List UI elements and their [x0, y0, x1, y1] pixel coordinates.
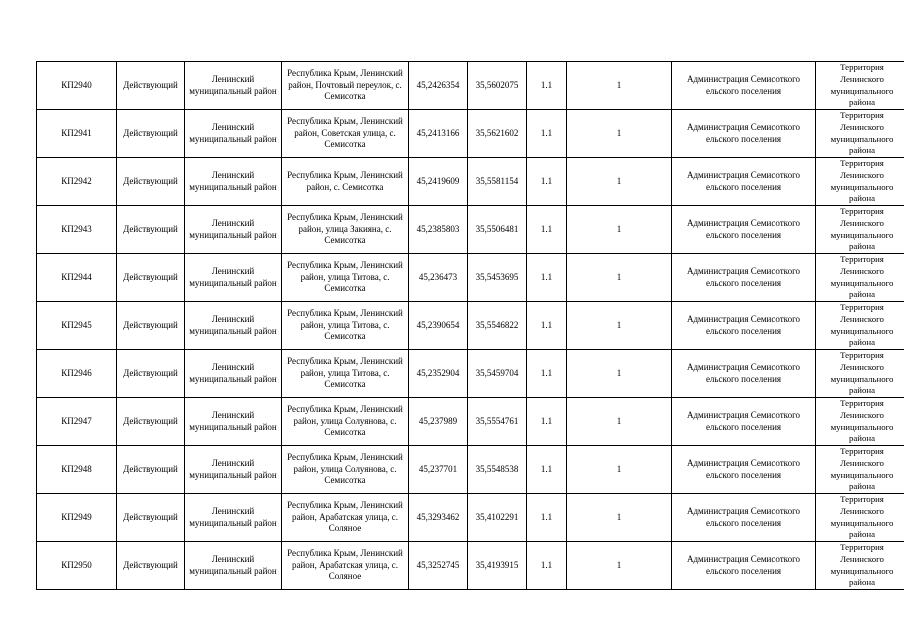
cell-owner: Администрация Семисоткого ельского поселения: [672, 62, 816, 110]
cell-district: Ленинский муниципальный район: [185, 494, 282, 542]
cell-count: 1: [567, 62, 672, 110]
cell-id: КП2945: [37, 302, 117, 350]
cell-code: 1.1: [527, 158, 567, 206]
cell-address: Республика Крым, Ленинский район, улица Солуянова, с. Семисотка: [282, 398, 409, 446]
cell-owner: Администрация Семисоткого ельского поселения: [672, 206, 816, 254]
cell-latitude: 45,2413166: [409, 110, 468, 158]
cell-status: Действующий: [117, 110, 185, 158]
cell-status: Действующий: [117, 446, 185, 494]
cell-count: 1: [567, 446, 672, 494]
cell-code: 1.1: [527, 62, 567, 110]
cell-territory: Территория Ленинского муниципального района: [816, 302, 904, 350]
cell-owner: Администрация Семисоткого ельского поселения: [672, 110, 816, 158]
cell-district: Ленинский муниципальный район: [185, 110, 282, 158]
cell-latitude: 45,237989: [409, 398, 468, 446]
table-row: [37, 158, 904, 206]
cell-code: 1.1: [527, 206, 567, 254]
cell-code: 1.1: [527, 542, 567, 590]
cell-territory: Территория Ленинского муниципального района: [816, 350, 904, 398]
cell-count: 1: [567, 206, 672, 254]
cell-district: Ленинский муниципальный район: [185, 398, 282, 446]
table-row: [37, 62, 904, 110]
cell-status: Действующий: [117, 206, 185, 254]
cell-address: Республика Крым, Ленинский район, Арабатская улица, с. Соляное: [282, 494, 409, 542]
cell-latitude: 45,2426354: [409, 62, 468, 110]
table-row: [37, 398, 904, 446]
cell-owner: Администрация Семисоткого ельского поселения: [672, 542, 816, 590]
cell-address: Республика Крым, Ленинский район, улица Титова, с. Семисотка: [282, 350, 409, 398]
cell-id: КП2948: [37, 446, 117, 494]
cell-longitude: 35,5581154: [468, 158, 527, 206]
cell-longitude: 35,5621602: [468, 110, 527, 158]
cell-district: Ленинский муниципальный район: [185, 542, 282, 590]
cell-owner: Администрация Семисоткого ельского поселения: [672, 398, 816, 446]
cell-longitude: 35,4102291: [468, 494, 527, 542]
cell-territory: Территория Ленинского муниципального района: [816, 158, 904, 206]
table-row: [37, 302, 904, 350]
cell-longitude: 35,5546822: [468, 302, 527, 350]
cell-id: КП2940: [37, 62, 117, 110]
cell-status: Действующий: [117, 158, 185, 206]
cell-address: Республика Крым, Ленинский район, улица Титова, с. Семисотка: [282, 302, 409, 350]
cell-id: КП2949: [37, 494, 117, 542]
cell-district: Ленинский муниципальный район: [185, 62, 282, 110]
cell-address: Республика Крым, Ленинский район, Почтовый переулок, с. Семисотка: [282, 62, 409, 110]
table-row: [37, 542, 904, 590]
cell-count: 1: [567, 158, 672, 206]
cell-status: Действующий: [117, 494, 185, 542]
cell-territory: Территория Ленинского муниципального района: [816, 446, 904, 494]
cell-longitude: 35,5602075: [468, 62, 527, 110]
cell-district: Ленинский муниципальный район: [185, 158, 282, 206]
cell-latitude: 45,2385803: [409, 206, 468, 254]
cell-id: КП2950: [37, 542, 117, 590]
cell-owner: Администрация Семисоткого ельского поселения: [672, 494, 816, 542]
cell-id: КП2946: [37, 350, 117, 398]
cell-code: 1.1: [527, 350, 567, 398]
cell-territory: Территория Ленинского муниципального района: [816, 494, 904, 542]
cell-longitude: 35,5548538: [468, 446, 527, 494]
cell-territory: Территория Ленинского муниципального района: [816, 110, 904, 158]
cell-territory: Территория Ленинского муниципального района: [816, 542, 904, 590]
table-row: [37, 206, 904, 254]
cell-code: 1.1: [527, 446, 567, 494]
cell-id: КП2944: [37, 254, 117, 302]
cell-latitude: 45,2390654: [409, 302, 468, 350]
cell-longitude: 35,5459704: [468, 350, 527, 398]
cell-count: 1: [567, 494, 672, 542]
cell-address: Республика Крым, Ленинский район, Арабатская улица, с. Соляное: [282, 542, 409, 590]
cell-count: 1: [567, 542, 672, 590]
cell-address: Республика Крым, Ленинский район, улица Закияна, с. Семисотка: [282, 206, 409, 254]
cell-address: Республика Крым, Ленинский район, Советская улица, с. Семисотка: [282, 110, 409, 158]
cell-district: Ленинский муниципальный район: [185, 350, 282, 398]
table-row: [37, 110, 904, 158]
cell-count: 1: [567, 254, 672, 302]
cell-status: Действующий: [117, 254, 185, 302]
cell-latitude: 45,2352904: [409, 350, 468, 398]
cell-latitude: 45,236473: [409, 254, 468, 302]
cell-territory: Территория Ленинского муниципального района: [816, 206, 904, 254]
cell-latitude: 45,3252745: [409, 542, 468, 590]
cell-code: 1.1: [527, 398, 567, 446]
cell-address: Республика Крым, Ленинский район, с. Семисотка: [282, 158, 409, 206]
cell-count: 1: [567, 302, 672, 350]
cell-district: Ленинский муниципальный район: [185, 446, 282, 494]
cell-owner: Администрация Семисоткого ельского поселения: [672, 446, 816, 494]
cell-status: Действующий: [117, 542, 185, 590]
cell-territory: Территория Ленинского муниципального района: [816, 254, 904, 302]
cell-owner: Администрация Семисоткого ельского поселения: [672, 350, 816, 398]
cell-latitude: 45,2419609: [409, 158, 468, 206]
cell-status: Действующий: [117, 302, 185, 350]
cell-address: Республика Крым, Ленинский район, улица Титова, с. Семисотка: [282, 254, 409, 302]
cell-owner: Администрация Семисоткого ельского поселения: [672, 302, 816, 350]
cell-code: 1.1: [527, 254, 567, 302]
cell-code: 1.1: [527, 494, 567, 542]
cell-longitude: 35,4193915: [468, 542, 527, 590]
cell-territory: Территория Ленинского муниципального района: [816, 62, 904, 110]
table-row: [37, 254, 904, 302]
cell-longitude: 35,5506481: [468, 206, 527, 254]
cell-status: Действующий: [117, 350, 185, 398]
table-row: [37, 350, 904, 398]
cell-code: 1.1: [527, 302, 567, 350]
cell-owner: Администрация Семисоткого ельского поселения: [672, 254, 816, 302]
cell-owner: Администрация Семисоткого ельского поселения: [672, 158, 816, 206]
cell-longitude: 35,5554761: [468, 398, 527, 446]
cell-longitude: 35,5453695: [468, 254, 527, 302]
table-body: [37, 62, 904, 590]
table-row: [37, 446, 904, 494]
registry-table: [36, 61, 904, 590]
cell-status: Действующий: [117, 62, 185, 110]
cell-latitude: 45,237701: [409, 446, 468, 494]
cell-address: Республика Крым, Ленинский район, улица Солуянова, с. Семисотка: [282, 446, 409, 494]
cell-count: 1: [567, 398, 672, 446]
cell-status: Действующий: [117, 398, 185, 446]
cell-count: 1: [567, 350, 672, 398]
cell-id: КП2947: [37, 398, 117, 446]
cell-district: Ленинский муниципальный район: [185, 206, 282, 254]
cell-id: КП2942: [37, 158, 117, 206]
cell-district: Ленинский муниципальный район: [185, 302, 282, 350]
cell-id: КП2943: [37, 206, 117, 254]
cell-id: КП2941: [37, 110, 117, 158]
cell-district: Ленинский муниципальный район: [185, 254, 282, 302]
cell-territory: Территория Ленинского муниципального района: [816, 398, 904, 446]
table-row: [37, 494, 904, 542]
cell-code: 1.1: [527, 110, 567, 158]
cell-count: 1: [567, 110, 672, 158]
cell-latitude: 45,3293462: [409, 494, 468, 542]
